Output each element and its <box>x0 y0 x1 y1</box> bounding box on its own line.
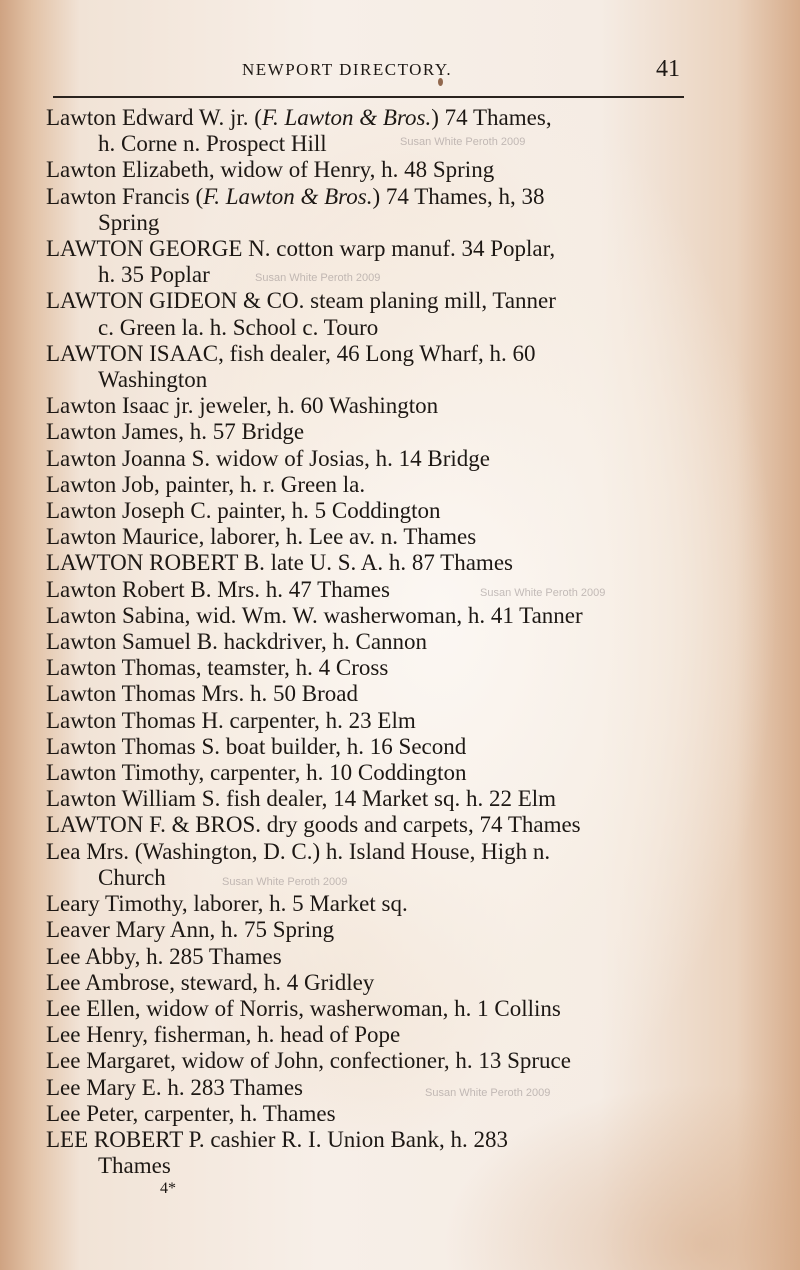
entry-text <box>46 236 555 261</box>
directory-entry <box>46 105 706 157</box>
directory-entry <box>46 446 706 472</box>
entry-continuation: Washington <box>98 367 208 393</box>
directory-entry <box>46 524 706 550</box>
directory-entry <box>46 577 706 603</box>
entry-name-and-details: Lawton Thomas H. carpenter, h. 23 Elm <box>46 707 416 733</box>
entry-text <box>46 288 556 313</box>
entry-name-and-details: Lawton Timothy, carpenter, h. 10 Coddington <box>46 760 467 786</box>
entry-text <box>46 105 552 130</box>
entry-name-and-details: LAWTON ROBERT B. late U. S. A. h. 87 Thames <box>46 550 513 576</box>
directory-entry <box>46 760 706 786</box>
directory-entry <box>46 288 706 340</box>
entry-name-and-details: Lawton William S. fish dealer, 14 Market sq. h. 22 Elm <box>46 786 557 812</box>
running-title: NEWPORT DIRECTORY. <box>242 60 453 79</box>
directory-entry <box>46 1022 706 1048</box>
entry-text <box>46 1048 571 1073</box>
signature-mark: 4* <box>160 1180 176 1197</box>
directory-entry <box>46 157 706 183</box>
entry-text <box>46 734 466 759</box>
entry-text <box>46 577 390 602</box>
directory-entry <box>46 786 706 812</box>
directory-entry <box>46 341 706 393</box>
directory-entry <box>46 917 706 943</box>
watermark: Susan White Peroth 2009 <box>425 1087 551 1099</box>
entry-text <box>46 1022 400 1047</box>
entry-text <box>46 786 556 811</box>
entry-text <box>46 760 467 785</box>
directory-entry <box>46 1101 706 1127</box>
directory-entry <box>46 1048 706 1074</box>
entry-text <box>46 157 494 182</box>
entry-name-and-details: Lawton Sabina, wid. Wm. W. washerwoman, h. 41 Tanner <box>46 602 583 628</box>
entry-text <box>46 970 374 995</box>
entry-text <box>46 812 581 837</box>
entry-name-and-details: Lee Henry, fisherman, h. head of Pope <box>46 1022 401 1048</box>
entry-continuation: Church <box>98 864 166 890</box>
directory-entry <box>46 498 706 524</box>
entry-text <box>46 681 358 706</box>
entry-name-and-details: Lawton Joanna S. widow of Josias, h. 14 Bridge <box>46 445 490 471</box>
entry-name-and-details: Lee Peter, carpenter, h. Thames <box>46 1100 336 1126</box>
entry-name-and-details: LAWTON GEORGE N. cotton warp manuf. 34 Poplar, <box>46 236 556 262</box>
entry-name-and-details: LAWTON F. & BROS. dry goods and carpets, 74 Thames <box>46 812 581 838</box>
directory-entry <box>46 550 706 576</box>
entry-text <box>46 419 304 444</box>
entry-text <box>46 708 416 733</box>
entry-text <box>46 393 438 418</box>
entry-text <box>46 472 365 497</box>
entry-continuation: h. 35 Poplar <box>98 262 210 288</box>
directory-entry <box>46 419 706 445</box>
entry-continuation: h. Corne n. Prospect Hill <box>98 131 327 157</box>
page-header <box>0 56 800 86</box>
directory-entry <box>46 996 706 1022</box>
entry-name-and-details: Lawton Francis ( <box>46 183 204 209</box>
directory-entry <box>46 944 706 970</box>
entry-text <box>46 1101 336 1126</box>
directory-entry <box>46 970 706 996</box>
entry-text <box>46 524 476 549</box>
directory-entry <box>46 681 706 707</box>
directory-entry <box>46 839 706 891</box>
entry-text <box>46 446 490 471</box>
directory-entries <box>46 105 706 1179</box>
entry-name-and-details: Lawton James, h. 57 Bridge <box>46 419 305 445</box>
entry-continuation: c. Green la. h. School c. Touro <box>98 314 379 340</box>
entry-name-and-details: Lawton Elizabeth, widow of Henry, h. 48 Spring <box>46 157 495 183</box>
entry-name-and-details: Lawton Samuel B. hackdriver, h. Cannon <box>46 629 428 655</box>
entry-text <box>46 996 561 1021</box>
directory-entry <box>46 655 706 681</box>
entry-text <box>46 603 583 628</box>
entry-address: ) 74 Thames, <box>431 105 552 130</box>
entry-name-and-details: Lawton Robert B. Mrs. h. 47 Thames <box>46 576 390 602</box>
entry-text <box>46 917 334 942</box>
entry-name-and-details: Lee Margaret, widow of John, confectioner, h. 13 Spruce <box>46 1048 571 1074</box>
entry-firm: F. Lawton & Bros. <box>203 183 373 209</box>
entry-text <box>46 944 282 969</box>
entry-text <box>46 891 408 916</box>
entry-continuation: Thames <box>98 1153 171 1179</box>
entry-name-and-details: LEE ROBERT P. cashier R. I. Union Bank, h. 283 <box>46 1126 508 1152</box>
entry-name-and-details: Leaver Mary Ann, h. 75 Spring <box>46 917 335 943</box>
directory-entry <box>46 184 706 236</box>
page-number: 41 <box>656 56 680 82</box>
entry-name-and-details: Lea Mrs. (Washington, D. C.) h. Island House, High n. <box>46 838 551 864</box>
entry-name-and-details: Lawton Edward W. jr. ( <box>46 105 262 130</box>
entry-text <box>46 341 536 366</box>
directory-entry <box>46 812 706 838</box>
watermark: Susan White Peroth 2009 <box>400 136 526 148</box>
directory-entry <box>46 472 706 498</box>
directory-entry <box>46 629 706 655</box>
directory-entry <box>46 393 706 419</box>
watermark: Susan White Peroth 2009 <box>222 876 348 888</box>
entry-text <box>46 839 550 864</box>
entry-continuation: Spring <box>98 209 160 235</box>
entry-name-and-details: Lawton Job, painter, h. r. Green la. <box>46 471 366 497</box>
directory-entry <box>46 1075 706 1101</box>
entry-name-and-details: Lee Ambrose, steward, h. 4 Gridley <box>46 969 375 995</box>
entry-text <box>46 498 441 523</box>
directory-entry <box>46 891 706 917</box>
header-rule <box>53 96 684 98</box>
directory-entry <box>46 734 706 760</box>
watermark: Susan White Peroth 2009 <box>255 272 381 284</box>
entry-name-and-details: Lee Mary E. h. 283 Thames <box>46 1074 303 1100</box>
entry-text <box>46 1127 508 1152</box>
entry-name-and-details: Lawton Thomas S. boat builder, h. 16 Second <box>46 733 467 759</box>
entry-firm: F. Lawton & Bros. <box>261 105 432 130</box>
watermark: Susan White Peroth 2009 <box>480 587 606 599</box>
entry-name-and-details: Leary Timothy, laborer, h. 5 Market sq. <box>46 891 408 917</box>
entry-name-and-details: LAWTON ISAAC, fish dealer, 46 Long Wharf, h. 60 <box>46 340 536 366</box>
directory-entry <box>46 1127 706 1179</box>
directory-entry <box>46 603 706 629</box>
entry-text <box>46 1075 303 1100</box>
entry-name-and-details: Lawton Thomas, teamster, h. 4 Cross <box>46 655 389 681</box>
entry-address: ) 74 Thames, h, 38 <box>372 183 545 209</box>
entry-text <box>46 550 513 575</box>
entry-name-and-details: Lawton Joseph C. painter, h. 5 Coddington <box>46 498 441 524</box>
entry-text <box>46 629 427 654</box>
entry-name-and-details: Lawton Thomas Mrs. h. 50 Broad <box>46 681 358 707</box>
entry-name-and-details: Lee Abby, h. 285 Thames <box>46 943 282 969</box>
entry-name-and-details: LAWTON GIDEON & CO. steam planing mill, Tanner <box>46 288 556 314</box>
entry-name-and-details: Lee Ellen, widow of Norris, washerwoman, h. 1 Collins <box>46 995 561 1021</box>
directory-entry <box>46 708 706 734</box>
entry-text <box>46 655 388 680</box>
entry-text <box>46 184 545 209</box>
entry-name-and-details: Lawton Maurice, laborer, h. Lee av. n. Thames <box>46 524 477 550</box>
entry-name-and-details: Lawton Isaac jr. jeweler, h. 60 Washington <box>46 393 439 419</box>
